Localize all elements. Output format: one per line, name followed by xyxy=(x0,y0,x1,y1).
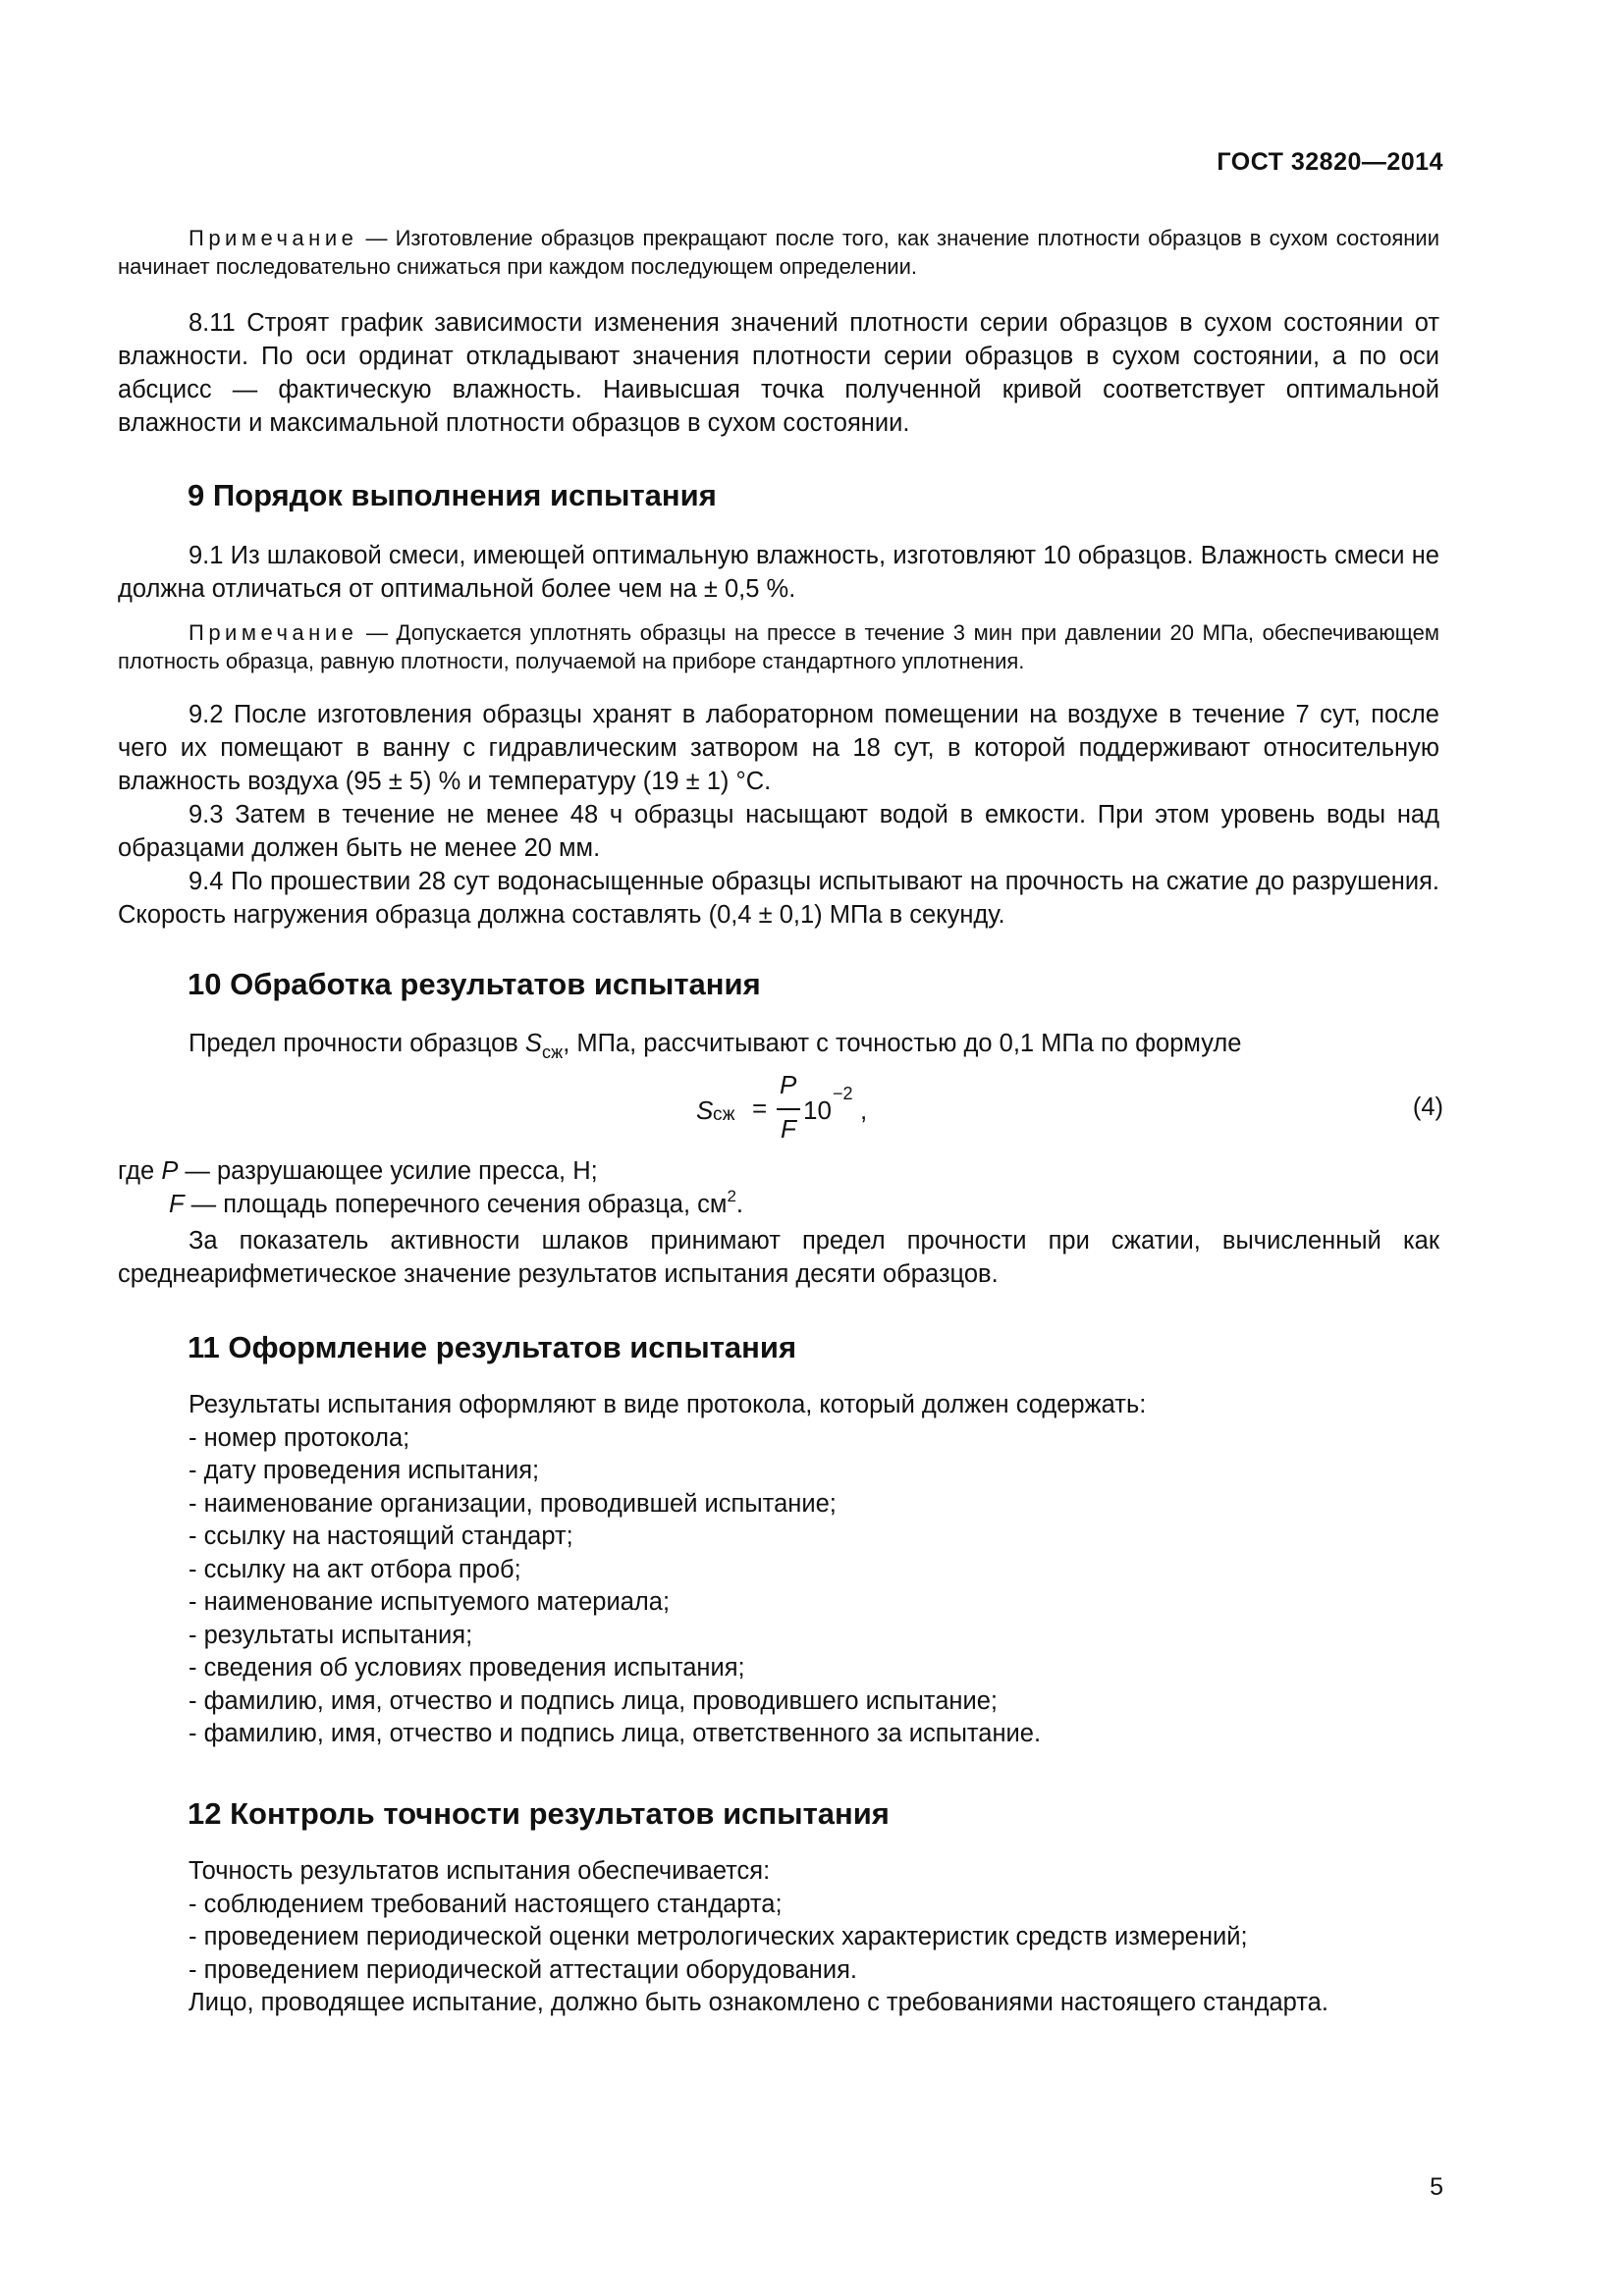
section-9-note-label: Примечание xyxy=(189,620,358,645)
document-header: ГОСТ 32820—2014 xyxy=(1217,148,1443,176)
where-p-line xyxy=(118,1154,1439,1188)
note-paragraph xyxy=(118,224,1439,281)
section-12-heading: 12 Контроль точности результатов испытания xyxy=(188,1796,890,1831)
symbol-s-subscript: сж xyxy=(541,1042,564,1062)
clause-9-2-text: 9.2 После изготовления образцы хранят в лабораторном помещении на воздухе в течение 7 сут, после чего их помещают в ванну с гидравлическим затвором на 18 сут, в которой поддерживают относительную влажность воздуха (95 ± 5) % и температуру (19 ± 1) °С. xyxy=(118,701,1439,795)
section-9-note xyxy=(118,618,1439,675)
formula-4 xyxy=(696,1070,873,1152)
where-p-text: — разрушающее усилие пресса, Н; xyxy=(178,1157,598,1185)
list-item: - результаты испытания; xyxy=(189,1621,473,1649)
clause-9-1 xyxy=(118,539,1439,606)
list-item: - фамилию, имя, отчество и подпись лица, проводившего испытание; xyxy=(189,1686,998,1715)
section-11-intro: Результаты испытания оформляют в виде протокола, который должен содержать: xyxy=(189,1391,1147,1418)
symbol-s: S xyxy=(524,1030,542,1057)
clauses-9-2-to-9-4 xyxy=(118,698,1439,932)
formula-explanation xyxy=(118,1154,1439,1291)
where-f-text: — площадь поперечного сечения образца, см xyxy=(184,1191,728,1218)
formula-lhs: S xyxy=(696,1095,714,1125)
section-9-note-text xyxy=(118,618,1439,675)
list-item: - ссылку на настоящий стандарт; xyxy=(189,1522,573,1550)
formula-lhs-subscript: сж xyxy=(713,1104,735,1125)
list-item: - дату проведения испытания; xyxy=(189,1457,540,1484)
section-10-conclusion: За показатель активности шлаков принимают предел прочности при сжатии, вычисленный как среднеарифметическое значение результатов испытания десяти образцов. xyxy=(118,1227,1439,1288)
section-11-heading: 11 Оформление результатов испытания xyxy=(188,1330,797,1364)
section-10-intro-text xyxy=(118,1027,1439,1062)
where-prefix: где xyxy=(118,1157,162,1185)
list-item: - номер протокола; xyxy=(189,1423,410,1452)
list-item: - наименование организации, проводившей испытание; xyxy=(189,1489,837,1518)
section-9-note-body: — Допускается уплотнять образцы на прессе в течение 3 мин при давлении 20 МПа, обеспечивающем плотность образца, равную плотности, получаемой на приборе стандартного уплотнения. xyxy=(118,620,1439,673)
clause-9-3-text: 9.3 Затем в течение не менее 48 ч образцы насыщают водой в емкости. При этом уровень воды над образцами должен быть не менее 20 мм. xyxy=(118,801,1439,862)
section-11-body xyxy=(118,1389,1439,1751)
where-f-symbol: F xyxy=(169,1191,185,1218)
clause-9-1-text: 9.1 Из шлаковой смеси, имеющей оптимальную влажность, изготовляют 10 образцов. Влажность смеси не должна отличаться от оптимальной более чем на ± 0,5 %. xyxy=(118,542,1439,603)
formula-comma: , xyxy=(860,1095,868,1125)
section-12-intro: Точность результатов испытания обеспечивается: xyxy=(189,1857,771,1885)
formula-denominator: F xyxy=(781,1114,796,1144)
section-12-body xyxy=(118,1855,1439,2020)
section-10-intro xyxy=(118,1027,1439,1062)
section-12-closing: Лицо, проводящее испытание, должно быть ознакомлено с требованиями настоящего стандарта. xyxy=(189,1989,1328,2016)
where-f-line xyxy=(118,1188,1439,1224)
intro-text-a: Предел прочности образцов xyxy=(189,1030,525,1057)
clause-8-11-text: 8.11 Строят график зависимости изменения значений плотности серии образцов в сухом состоянии от влажности. По оси ординат откладывают значения плотности серии образцов в сухом состоянии, а по оси абсцисс — фактическую влажность. Наивысшая точка полученной кривой соответствует оптимальной влажности и максимальной плотности образцов в сухом состоянии. xyxy=(118,309,1439,437)
list-item: - проведением периодической оценки метрологических характеристик средств измерений; xyxy=(189,1923,1248,1950)
page-number: 5 xyxy=(1430,2173,1443,2201)
formula-multiplier: 10 xyxy=(803,1095,832,1125)
note-label: Примечание xyxy=(189,226,358,250)
intro-text-b: , МПа, рассчитывают с точностью до 0,1 МПа по формуле xyxy=(563,1030,1242,1057)
list-item: - ссылку на акт отбора проб; xyxy=(189,1555,521,1583)
formula-exponent: −2 xyxy=(833,1084,853,1103)
where-f-superscript: 2 xyxy=(727,1187,736,1205)
list-item: - наименование испытуемого материала; xyxy=(189,1588,671,1616)
fraction-bar xyxy=(777,1108,800,1110)
note-text: — Изготовление образцов прекращают после того, как значение плотности образцов в сухом состоянии начинает последовательно снижаться при каждом последующем определении. xyxy=(118,226,1439,279)
clause-8-11 xyxy=(118,306,1439,440)
where-f-end: . xyxy=(735,1191,743,1218)
note-block xyxy=(118,224,1439,281)
formula-numerator: P xyxy=(780,1070,797,1099)
formula-number: (4) xyxy=(1412,1094,1443,1121)
section-10-heading: 10 Обработка результатов испытания xyxy=(188,967,761,1001)
list-item: - соблюдением требований настоящего стандарта; xyxy=(189,1890,783,1918)
clause-9-4-text: 9.4 По прошествии 28 сут водонасыщенные образцы испытывают на прочность на сжатие до разрушения. Скорость нагружения образца должна составлять (0,4 ± 0,1) МПа в секунду. xyxy=(118,868,1439,929)
list-item: - фамилию, имя, отчество и подпись лица, ответственного за испытание. xyxy=(189,1720,1042,1747)
formula-equals: = xyxy=(752,1094,768,1123)
list-item: - сведения об условиях проведения испытания; xyxy=(189,1654,745,1682)
section-9-heading: 9 Порядок выполнения испытания xyxy=(188,478,717,512)
where-p-symbol: P xyxy=(161,1157,179,1185)
list-item: - проведением периодической аттестации оборудования. xyxy=(189,1955,858,1984)
